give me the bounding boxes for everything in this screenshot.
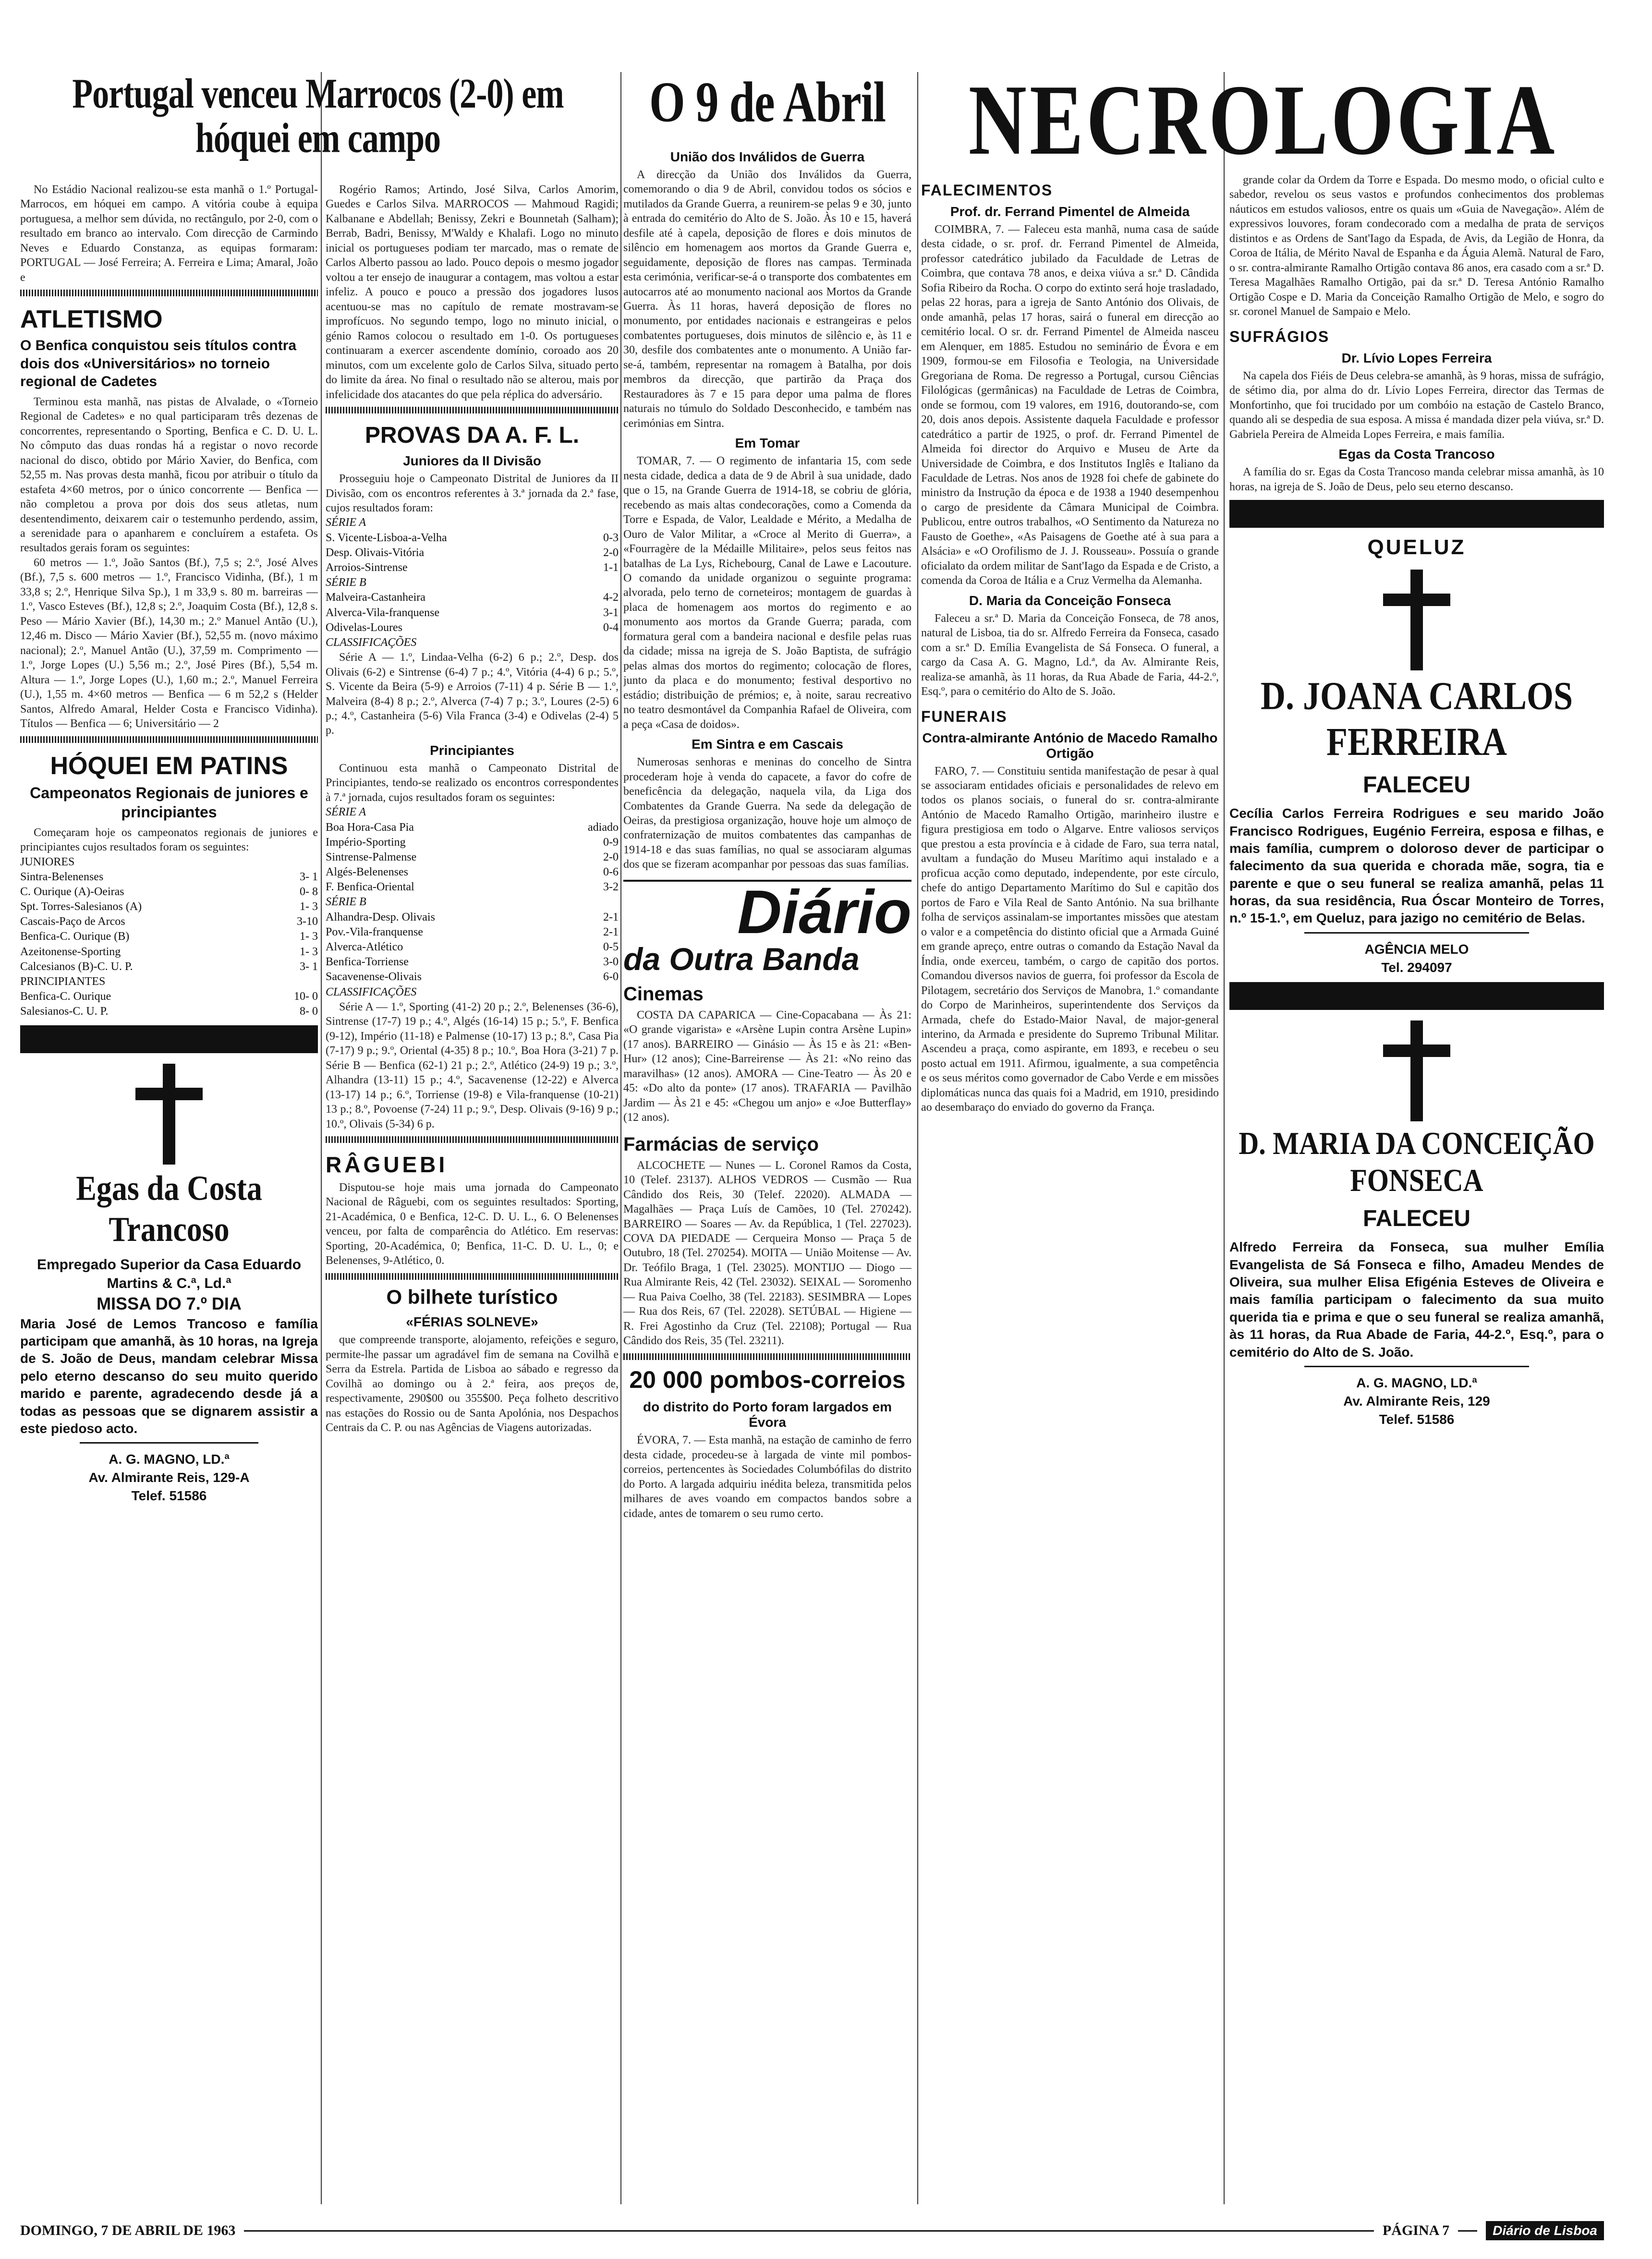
bilhete-subtitle: «FÉRIAS SOLNEVE» — [406, 1314, 538, 1330]
agency-phone: Tel. 294097 — [1381, 959, 1452, 975]
sintra-title: Em Sintra e em Cascais — [692, 737, 843, 752]
column-5 — [1229, 173, 1604, 2259]
sintra-article: Numerosas senhoras e meninas do concelho de Sintra procederam hoje à venda do capacete, a favor do cofre de beneficência da delegação, naquela vila, da Liga dos Combatentes da Grande Guerra. Na sede da delegação de Oeiras, da prestigiosa organização, houve hoje um almoço de confraternização de muitos combatentes das campanhas de 1914-18 e das suas famílias, no qual se associaram algumas dos que se fizeram acompanhar por pessoas das suas famílias. — [623, 756, 911, 871]
column-1-body — [20, 182, 318, 2259]
diario-title: Diário — [737, 877, 911, 947]
princ-serie-b-label: SÉRIE B — [326, 896, 366, 909]
afl-class-label: CLASSIFICAÇÕES — [326, 636, 417, 649]
result-row: Boa Hora-Casa Pia adiado — [326, 821, 619, 834]
hoquei-subtitle: Campeonatos Regionais de juniores e principiantes — [30, 784, 308, 821]
funerais-title: FUNERAIS — [921, 707, 1008, 725]
obituary-name: Egas da Costa Trancoso — [76, 1168, 262, 1248]
hockey-headline: Portugal venceu Marrocos (2-0) em hóquei em campo — [72, 71, 564, 161]
egas-subtitle: Egas da Costa Trancoso — [1338, 447, 1495, 462]
result-row: Spt. Torres-Salesianos (A) 1- 3 — [20, 900, 318, 913]
obituary-text: Cecília Carlos Ferreira Rodrigues e seu marido João Francisco Rodrigues, Eugénio Ferreira, esposa e filhas, e mais família, cumprem o doloroso dever de participar o falecimento da sua querida e chorada mãe, sogra, tia e parente e que o seu funeral se realiza amanhã, pelas 11 horas, da sua residência, Rua Óscar Monteiro de Torres, n.º 15-1.º, em Queluz, para jazigo no cemitério de Belas. — [1229, 806, 1604, 926]
hockey-article: No Estádio Nacional realizou-se esta manhã o 1.º Portugal-Marrocos, em hóquei em campo. A vitória coube à equipa portuguesa, a melhor sem dúvida, no rectângulo, por 2-0, com o resultado em branco ao intervalo. Com direcção de Carmindo Neves e Eduardo Constanza, as equipas formaram: PORTUGAL — José Ferreira; A. Ferreira e Lima; Amaral, João e — [20, 183, 318, 284]
hoquei-title: HÓQUEI EM PATINS — [50, 752, 288, 780]
pombos-subtitle: do distrito do Porto foram largados em Évora — [643, 1399, 892, 1430]
result-row: Alhandra-Desp. Olivais 2-1 — [326, 911, 619, 923]
obituary-name: D. MARIA DA CONCEIÇÃO FONSECA — [1239, 1125, 1595, 1198]
divider — [80, 1442, 258, 1444]
footer-masthead: Diário de Lisboa — [1486, 2221, 1604, 2240]
falecimentos-article: COIMBRA, 7. — Faleceu esta manhã, numa casa de saúde desta cidade, o sr. prof. dr. Ferrand Pimentel de Almeida, professor catedrático jubilado da Faculdade de Letras de Coimbra, que contava 78 anos, e deixa viúva a sr.ª D. Cândida Sofia Ribeiro da Rocha. O corpo do extinto será hoje trasladado, pelas 22 horas, para a igreja de Santo António dos Olivais, de onde amanhã, pelas 17 horas, sairá o funeral em direcção ao cemitério local. O sr. dr. Ferrand Pimentel de Almeida nasceu em Alenquer, em 1885. Estudou no seminário de Évora e em 1909, formou-se em Filosofia e Teologia, na Universidade Gregoriana de Roma. De regresso a Portugal, cursou Ciências Filológicas (germânicas) na Faculdade de Letras de Coimbra, onde se formou, com 19 valores, em 1916, doutorando-se, com 20, dois anos depois. Assistente daquela Faculdade e professor catedrático a partir de 1925, o prof. dr. Ferrand Pimentel de Almeida foi director do Arquivo e Museu de Arte da Universidade de Coimbra, e dos Institutos Inglês e Italiano da Faculdade de Letras. Nos anos de 1928 foi chefe de gabinete do ministro da Instrução da época e de 1938 a 1940 desempenhou o cargo de presidente da Câmara Municipal de Coimbra. Publicou, entre outros trabalhos, «O Sentimento da Natureza no Fausto de Goethe», «As Paisagens de Goethe até à sua para a Alsácia» e «O Orofilismo de J. J. Rousseau». Possuía o grande oficialato da ordem militar de Sant'Iago da Espada e de Cristo, a comenda da Coroa de Itália e a Cruz Vermelha da Alemanha. — [921, 223, 1219, 587]
cinemas-title: Cinemas — [623, 983, 704, 1005]
afl-subtitle: Juniores da II Divisão — [403, 453, 541, 469]
cinemas-list: COSTA DA CAPARICA — Cine-Copacabana — Às 21: «O grande vigarista» e «Arsène Lupin contra Arsène Lupin» (17 anos). BARREIRO — Ginásio — Às 15 e às 21: «Ben-Hur» (12 anos); Cine-Barreirense — Às 21: «No reino das maravilhas» (12 anos). AMORA — Cine-Teatro — Às 20 e 45: «Do alto da ponte» (17 anos). TRAFARIA — Pavilhão Jardim — Às 21 e 45: «Chegou um anjo» e «Joe Butterflay» (12 anos). — [623, 1008, 911, 1124]
result-row: Alverca-Vila-franquense 3-1 — [326, 606, 619, 619]
result-row: Odivelas-Loures 0-4 — [326, 621, 619, 634]
result-row: Algés-Belenenses 0-6 — [326, 866, 619, 879]
result-row: Calcesianos (B)-C. U. P. 3- 1 — [20, 960, 318, 973]
agency-address: Av. Almirante Reis, 129 — [1343, 1393, 1490, 1409]
principiantes-intro: Continuou esta manhã o Campeonato Distrital de Principiantes, tendo-se realizado os encontros correspondentes à 7.ª jornada, cujos resultados foram os seguintes: — [326, 762, 619, 804]
footer-page: PÁGINA 7 — [1382, 2223, 1450, 2238]
footer-rule — [1458, 2230, 1477, 2232]
farmacias-title: Farmácias de serviço — [623, 1133, 819, 1155]
hoquei-princ-label: PRINCIPIANTES — [20, 975, 106, 988]
mourning-bar — [1229, 982, 1604, 1010]
hoquei-juniores-list — [20, 870, 318, 974]
falecimentos-subtitle: Prof. dr. Ferrand Pimentel de Almeida — [950, 204, 1190, 219]
result-row: Cascais-Paço de Arcos 3-10 — [20, 915, 318, 928]
agency-name: A. G. MAGNO, LD.ª — [109, 1452, 230, 1467]
footer-date: DOMINGO, 7 DE ABRIL DE 1963 — [20, 2223, 236, 2238]
uniao-title: União dos Inválidos de Guerra — [670, 149, 865, 164]
column-rule — [917, 72, 918, 2204]
column-3 — [623, 0, 911, 2259]
divider — [623, 1353, 911, 1360]
result-row: Arroios-Sintrense 1-1 — [326, 561, 619, 574]
result-row: F. Benfica-Oriental 3-2 — [326, 881, 619, 894]
necrologia-title: NECROLOGIA — [968, 64, 1558, 158]
result-row: Pov.-Vila-franquense 2-1 — [326, 925, 619, 938]
farmacias-list: ALCOCHETE — Nunes — L. Coronel Ramos da Costa, 10 (Telef. 23137). ALHOS VEDROS — Cusmão — Rua Cândido dos Reis, 30 (Telef. 22020). ALMADA — Magalhães — Praça Luís de Camões, 10 (Tel. 270242). BARREIRO — Soares — Av. da República, 1 (Tel. 227023). COVA DA PIEDADE — Cerqueira Monso — Praça 5 de Outubro, 18 (Tel. 270254). MOITA — União Moitense — Av. Dr. Teófilo Braga, 1 (Tel. 23025). MONTIJO — Diogo — Rua Almirante Reis, 42 (Tel. 23032). SEIXAL — Soromenho — Rua Paiva Coelho, 38 (Tel. 22183). SESIMBRA — Lopes — Rua dos Reis, 67 (Tel. 22028). SETÚBAL — Higiene — R. Frei Agostinho da Cruz (Tel. 22108); Portugal — Rua Cândido dos Reis, 35 (Tel. 23211). — [623, 1159, 911, 1348]
fonseca-title: D. Maria da Conceição Fonseca — [969, 593, 1171, 608]
athletics-article: Terminou esta manhã, nas pistas de Alvalade, o «Torneio Regional de Cadetes» e no qual participaram três dezenas de concorrentes, representando o Sporting, Benfica e C. D. U. L. No cômputo das duas rondas há a registar o novo recorde nacional do disco, obtido por Mário Xavier, do Benfica, com 52,55 m. Nas provas desta manhã, ficou por atribuir o título da estafeta 4×60 metros, por o único concorrente — Benfica — não completou a prova por dois dos seus atletas, num desentendimento, deixarem cair o testemunho perdendo, assim, a serenidade para o apanharem e concluírem a estafeta. Os resultados gerais foram os seguintes: 60 metros — 1.º, João Santos (Bf.), 7,5 s; 2.º, José Alves (Bf.), 7,5 s. 600 metros — 1.º, Francisco Vidinha, (Bf.), 1 m 33,8 s; 2.º, Henrique Silva Sp.), 1 m 33,9 s. 80 m. barreiras — 1.º, Vasco Esteves (Bf.), 12,8 s; 2.º, Joaquim Costa (Bf.), 12,8 s. Peso — Mário Xavier (Bf.), 14,30 m.; 2.º Manuel Antão (U.), 12,46 m. Disco — Mário Xavier (Bf.), 52,55 m. (novo máximo nacional); 2.º, Manuel Antão (U.), 37,59 m. Comprimento — 1.º, Jorge Lopes (U.) 5,56 m.; 2.º, José Pires (Bf.), 5,54 m. Altura — 1.º, Jorge Lopes (U.), 1,60 m.; 2.º, Manuel Ferreira (U.), 1,55 m. 4×60 metros — Benfica — 6 m 52,2 s (Helder Santos, Alfredo Amaral, Helder Costa e Francisco Vidinha). Títulos — Benfica — 6; Universitário — 2 — [20, 395, 318, 730]
diario-subtitle: da Outra Banda — [623, 941, 860, 977]
tomar-title: Em Tomar — [735, 436, 800, 451]
obituary-text: Maria José de Lemos Trancoso e família participam que amanhã, às 10 horas, na Igreja de S. João de Deus, mandam celebrar Missa pelo eterno descanso do seu muito querido marido e parente, agradecendo desde já a todas as pessoas que se dignarem assistir a este piedoso acto. — [20, 1316, 318, 1436]
hoquei-intro: Começaram hoje os campeonatos regionais de juniores e principiantes cujos resultados foram os seguintes: — [20, 826, 318, 854]
afl-classification: Série A — 1.º, Lindaa-Velha (6-2) 6 p.; 2.º, Desp. dos Olivais (6-2) e Sintrense (6-4) 7 p.; 4.º, Vitória (4-4) 6 p.; 5.º, S. Vicente da Beira (5-9) e Arroios (7-11) 4 p. Série B — 1.º, Malveira (8-4) 8 p.; 2.º, Alverca (7-4) 7 p.; 3.º, Loures (2-5) 6 p.; 4.º, Castanheira (5-6) Vila Franca (3-4) e Odivelas (2-4) 5 p. — [326, 651, 619, 737]
divider — [20, 736, 318, 743]
result-row: Desp. Olivais-Vitória 2-0 — [326, 546, 619, 559]
column-4 — [921, 173, 1219, 2259]
hoquei-juniores-label: JUNIORES — [20, 855, 75, 868]
obituary-status: FALECEU — [1362, 772, 1470, 798]
rugby-article: Disputou-se hoje mais uma jornada do Campeonato Nacional de Râguebi, com os seguintes resultados: Sporting, 21-Académica, 0 e Benfica, 12-C. D. U. L., 6. O Belenenses venceu, por falta de comparência do Atlético. Em reservas: Sporting, 20-Académica, 0; Benfica, 11-C. D. U. L., 0; e Belenenses, 9-Atlético, 0. — [326, 1181, 619, 1267]
result-row: Império-Sporting 0-9 — [326, 836, 619, 849]
sufragios-article: Na capela dos Fiéis de Deus celebra-se amanhã, às 9 horas, missa de sufrágio, de sétimo dia, por alma do dr. Lívio Lopes Ferreira, director das Termas de Monfortinho, que foi trucidado por um combóio na estação de Castelo Branco, quando ali se despedia de sua esposa. A missa é mandada dizer pela viúva, sr.ª D. Gabriela Pereira de Almeida Lopes Ferreira, e mais família. — [1229, 369, 1604, 441]
principiantes-classification: Série A — 1.º, Sporting (41-2) 20 p.; 2.º, Belenenses (36-6), Sintrense (17-7) 19 p.; 4.º, Algés (16-14) 15 p.; 5.º, F. Benfica (9-12), Império (11-18) e Palmense (10-17) 13 p.; 8.º, Casa Pia (7-17) 9 p.; 9.º, Oriental (4-35) 8 p.; 10.º, Boa Hora (3-21) 7 p. Série B — Benfica (62-1) 21 p.; 2.º, Atlético (24-9) 19 p.; 3.º, Alhandra (13-11) 15 p.; 4.º, Sacavenense (12-22) e Alverca (13-17) 14 p.; 6.º, Torriense (19-8) e Vila-franquense (10-21) 13 p.; 8.º, Povoense (7-24) 11 p.; 9.º, Desp. Olivais (9-16) 9 p.; 10.º, Olivais (5-34) 6 p. — [326, 1000, 619, 1130]
agency-phone: Telef. 51586 — [1379, 1411, 1455, 1427]
obituary-role: Empregado Superior da Casa Eduardo Martins & C.ª, Ld.ª — [36, 1256, 302, 1291]
cross-icon — [1229, 565, 1604, 675]
afl-intro: Prosseguiu hoje o Campeonato Distrital de Juniores da II Divisão, com os encontros referentes à 3.ª jornada da 2.ª fase, cujos resultados foram: — [326, 473, 619, 514]
necrologia-header — [922, 0, 1604, 158]
footer-rule — [244, 2230, 1374, 2232]
diario-outra-banda-box — [623, 877, 911, 977]
divider — [326, 1273, 619, 1280]
funerais-continued: grande colar da Ordem da Torre e Espada. Do mesmo modo, o oficial culto e sabedor, revelou os seus vastos e profundos conhecimentos dos problemas náuticos em estudos valiosos, entre os quais um «Guia de Navegação». Além de expressivos louvores, foram condecorado com a medalha de prata de serviços distintos e as Ordens de Sant'Iago da Espada, de Avis, da Legião de Honra, da Coroa de Itália, de Mérito Naval de Espanha e da Águia Alemã. Natural de Faro, o sr. contra-almirante Ramalho Ortigão contava 86 anos, era casado com a sr.ª D. Teresa Magalhães Ramalho Ortigão, pai da sr.ª D. Teresa António Ramalho Ortigão Cospe e D. Maria da Conceição Ramalho Ortigão de Melo, e sogro do sr. coronel Manuel de Sampaio e Melo. — [1229, 174, 1604, 318]
princ-serie-a-label: SÉRIE A — [326, 806, 366, 819]
result-row: Benfica-C. Ourique 10- 0 — [20, 990, 318, 1003]
athletics-subtitle: O Benfica conquistou seis títulos contra dois dos «Universitários» no torneio regional de Cadetes — [20, 338, 297, 390]
column-1 — [20, 0, 611, 173]
result-row: Sintrense-Palmense 2-0 — [326, 850, 619, 863]
afl-serie-a-label: SÉRIE A — [326, 516, 366, 529]
uniao-article: A direcção da União dos Inválidos da Guerra, comemorando o dia 9 de Abril, convidou todos os sócios e mutilados da Grande Guerra, a reunirem-se pelas 9 e 30, junto à entrada do cemitério do Alto de S. João. Às 10 e 15, haverá desfile até à capela, deposição de flores e dois minutos de silêncio em homenagem aos mortos da Grande Guerra e, seguidamente, deposição de flores nas campas. Terminada esta cerimónia, verificar-se-á o transporte dos combatentes em autocarros até ao monumento nacional aos Mortos da Grande Guerra. Às 11 horas, haverá deposição de flores no monumento, por entidades nacionais e estrangeiras e pelos combatentes portugueses, dois minutos de silêncio e, às 11 e 30, desfile dos combatentes ante o monumento. A União far-se-á, também, representar na romagem à Batalha, por dois membros da direcção, que partirão da Praça dos Restauradores às 7 e 15 para depor uma palma de flores naturais no túmulo do Soldado Desconhecido, e também nas cerimónias em Sintra. — [623, 168, 911, 430]
result-row: Malveira-Castanheira 4-2 — [326, 591, 619, 604]
cross-icon — [1229, 1016, 1604, 1126]
agency-phone: Telef. 51586 — [131, 1488, 207, 1503]
divider — [326, 407, 619, 413]
afl-serie-b-label: SÉRIE B — [326, 576, 366, 589]
pombos-article: ÉVORA, 7. — Esta manhã, na estação de caminho de ferro desta cidade, procedeu-se à largada de vinte mil pombos-correios, pertencentes às Sociedades Columbófilas do distrito do Porto. A largada adquiriu inédita beleza, transmitida pelos milhares de aves voando em compactos bandos sobre a cidade, antes de tomarem o seu rumo certo. — [623, 1434, 911, 1520]
falecimentos-title: FALECIMENTOS — [921, 182, 1053, 199]
agency-name: A. G. MAGNO, LD.ª — [1356, 1375, 1477, 1390]
agency-block — [20, 1450, 318, 1505]
bilhete-title: O bilhete turístico — [386, 1285, 558, 1308]
result-row: Azeitonense-Sporting 1- 3 — [20, 945, 318, 958]
result-row: Alverca-Atlético 0-5 — [326, 941, 619, 954]
divider — [326, 1136, 619, 1143]
agency-block — [1229, 1374, 1604, 1428]
mourning-bar — [1229, 500, 1604, 528]
fonseca-article: Faleceu a sr.ª D. Maria da Conceição Fonseca, de 78 anos, natural de Lisboa, tia do sr. Alfredo Ferreira da Fonseca, casado com a sr.ª D. Emília Evangelista de Sá Fonseca. O funeral, a cargo da Casa A. G. Magno, Ld.ª, da Av. Almirante Reis, realiza-se amanhã, às 11 horas, da Rua Abade de Faria, 44-2.º, Esq.º, para o cemitério do Alto de S. João. — [921, 612, 1219, 698]
obituary-text: Alfredo Ferreira da Fonseca, sua mulher Emília Evangelista de Sá Fonseca e filho, Amadeu Mendes de Oliveira, sua mulher Elisa Efigénia Esteves de Oliveira e mais família participam o falecimento da sua muito querida tia e prima e que o seu funeral se realiza amanhã, às 11 horas, da Rua Abade de Faria, 44-2.º, Esq.º, para o cemitério do Alto de S. João. — [1229, 1239, 1604, 1360]
pombos-title: 20 000 pombos-correios — [629, 1366, 906, 1393]
result-row: Sintra-Belenenses 3- 1 — [20, 870, 318, 883]
funerais-article: FARO, 7. — Constituiu sentida manifestação de pesar à qual se associaram entidades oficiais e personalidades de relevo em todos os planos sociais, o funeral do sr. contra-almirante António de Macedo Ramalho Ortigão, marinheiro ilustre e figura prestigiosa em todo o Algarve. Entre valiosos serviços que prestou a esta província e à cidade de Faro, sua terra natal, avultam a fundação do Museu Marítimo aqui instalado e a proficua acção como deputado, independente, por este círculo, chefe do antigo Departamento Marítimo do Sul e capitão dos portos de Faro e Vila Real de Santo António. Na sua brilhante folha de serviços assinalam-se importantes missões que atestam o valor e a competência do distinto oficial que a Armada Guiné em grande apreço, entre outras o comando da Estação Naval da Índia, onde exerceu, também, o cargo de capitão dos portos. Comandou diversos navios de guerra, foi professor da Escola de Pilotagem, secretário dos Serviços de Manobra, 1.º comandante do Corpo de Marinheiros, superintendente dos Serviços da Armada, chefe do Estado-Maior Naval, de major-general interino, da Armada e presidente do Supremo Tribunal Militar. Ascendeu a praça, como aspirante, em 1893, e recebeu o seu posto actual em 1911. Afirmou, igualmente, a sua competência e os seus méritos como governador de Cabo Verde e em missões diplomáticas nunca das quais foi a Madrid, em 1910, presidindo ao desembaraço do enviado do governo da França. — [921, 765, 1219, 1114]
hockey-lineup: Rogério Ramos; Artindo, José Silva, Carlos Amorim, Guedes e Carlos Silva. MARROCOS — Mahmoud Ragidi; Kalbanane e Abdellah; Benissy, Zekri e Bounnetah (Salham); Berrab, Badri, Benissy, M'Waldy e Khalafi. Logo no minuto inicial os portugueses podiam ter marcado, mas o remate de Carlos Alberto passou ao lado. Pouco depois o mesmo jogador voltou a ter ensejo de inaugurar a contagem, mas voltou a estar infeliz. A pouco e pouco a pressão dos jogadores lusos acentuou-se mas no capítulo de remate mostravam-se improfícuos. No segundo tempo, logo no minuto inicial, o génio Ramos colocou o resultado em 1-0. Os portugueses continuaram a exercer ascendente domínio, coroado aos 20 minutos, com um excelente golo de Carlos Silva, situado perto do limite da área. No final o resultado não se alterou, mais por infelicidade dos atacantes do que pela réplica do adversário. — [326, 183, 619, 401]
divider — [1304, 932, 1529, 934]
athletics-title: ATLETISMO — [20, 305, 163, 334]
result-row: Benfica-C. Ourique (B) 1- 3 — [20, 930, 318, 943]
bilhete-article: que compreende transporte, alojamento, refeições e seguro, permite-lhe passar um agradável fim de semana na Covilhã e Serra da Estrela. Partida de Lisboa ao sábado e regresso da Covilhã ao domingo ou à 2.ª feira, aos preços de, respectivamente, 290$00 ou 355$00. Peça folheto descritivo nas estações do Rossio ou de Santa Apolónia, nos Despachos Centrais da C. P. ou nas Agências de Viagens autorizadas. — [326, 1334, 619, 1434]
rugby-title: RÂGUEBI — [326, 1152, 448, 1177]
result-row: Salesianos-C. U. P. 8- 0 — [20, 1005, 318, 1018]
nine-april-headline: O 9 de Abril — [649, 70, 886, 134]
egas-article: A família do sr. Egas da Costa Trancoso manda celebrar missa amanhã, às 10 horas, na igreja de S. João de Deus, pelo seu eterno descanso. — [1229, 466, 1604, 493]
principiantes-title: Principiantes — [430, 742, 514, 758]
result-row: C. Ourique (A)-Oeiras 0- 8 — [20, 885, 318, 898]
result-row: Benfica-Torriense 3-0 — [326, 956, 619, 969]
page-footer — [20, 2219, 1604, 2243]
mourning-bar — [20, 1025, 318, 1053]
cross-icon — [20, 1059, 318, 1169]
obituary-status: FALECEU — [1362, 1205, 1470, 1231]
tomar-article: TOMAR, 7. — O regimento de infantaria 15, com sede nesta cidade, dedica a data de 9 de Abril à sua unidade, dado que o 15, na Grande Guerra de 1914-18, se cobriu de glória, recebendo as mais altas condecorações, como a Comenda da Torre e Espada, de Valor, Lealdade e Mérito, a Medalha de Ouro de Valor Militar, a «Croce al Merito di Guerra», a «Fourragère de la Médaille Militaire», pelos seus feitos nas batalhas de La Lys, Richebourg, Canal de Lawe e Lacouture. O comando da unidade organizou o seguinte programa: alvorada, pelo terno de corneteiros; montagem de guardas à placa de homenagem aos mortos do regimento e ao monumento aos mortos da Grande Guerra; parada, com formatura geral com a bandeira nacional e desfile pelas ruas da cidade; missa na igreja de S. João Baptista, de sufrágio pelas almas dos mortos do regimento; colocação de flores, junto da placa e do monumento; festival desportivo no estádio; distribuição de prémios; e, à noite, sarau recreativo no teatro desmontável da Companhia Rafael de Oliveira, com a peça «Casa de doidos». — [623, 455, 911, 731]
sufragios-title: SUFRÁGIOS — [1229, 328, 1330, 345]
queluz-title: QUELUZ — [1367, 535, 1466, 559]
agency-address: Av. Almirante Reis, 129-A — [88, 1470, 250, 1485]
column-rule — [321, 72, 322, 2204]
afl-title: PROVAS DA A. F. L. — [364, 423, 580, 449]
result-row: S. Vicente-Lisboa-a-Velha 0-3 — [326, 531, 619, 544]
result-row: Sacavenense-Olivais 6-0 — [326, 971, 619, 984]
obituary-name: D. JOANA CARLOS FERREIRA — [1260, 673, 1573, 764]
princ-class-label: CLASSIFICAÇÕES — [326, 985, 417, 998]
sufragios-subtitle: Dr. Lívio Lopes Ferreira — [1341, 350, 1492, 365]
agency-block — [1229, 940, 1604, 977]
column-rule — [1224, 72, 1225, 2204]
column-rule — [620, 72, 621, 2204]
column-2 — [326, 182, 619, 2259]
divider — [1304, 1366, 1529, 1367]
agency-name: AGÊNCIA MELO — [1364, 941, 1469, 957]
divider — [20, 290, 318, 296]
obituary-mass: MISSA DO 7.º DIA — [97, 1293, 242, 1313]
funerais-subtitle: Contra-almirante António de Macedo Ramalho Ortigão — [922, 730, 1218, 761]
